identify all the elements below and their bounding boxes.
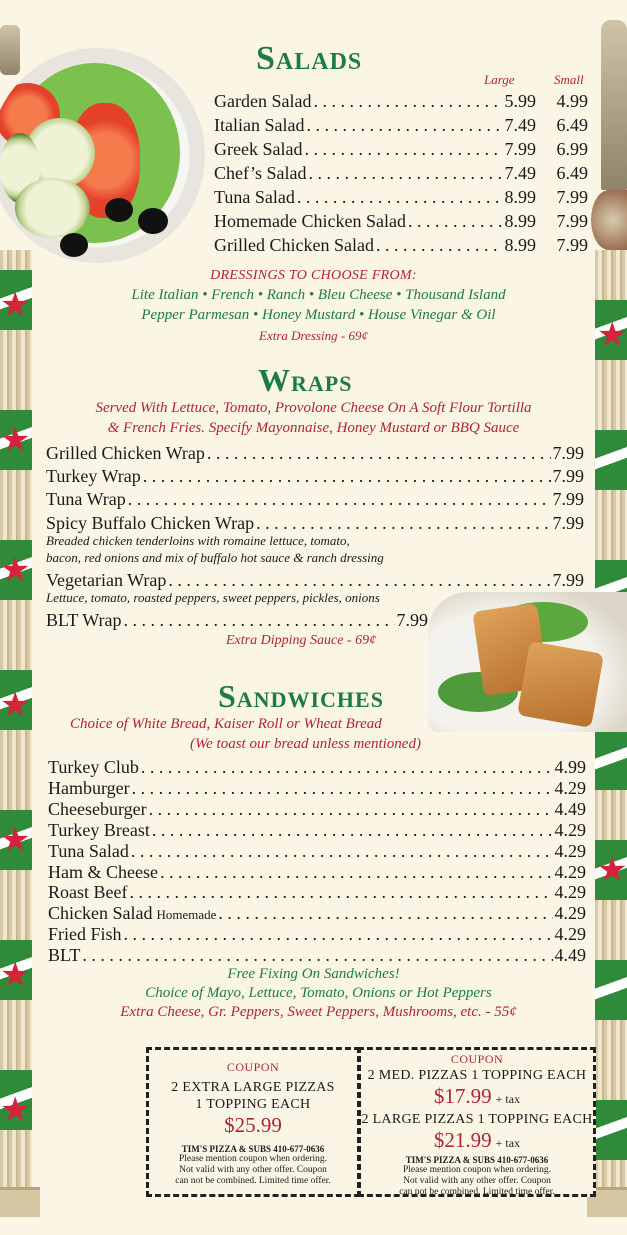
dot-leader [143,465,551,487]
coupon-line: 2 MED. PIZZAS 1 TOPPING EACH [367,1068,587,1083]
dot-leader [218,902,552,924]
item-name: Spicy Buffalo Chicken Wrap [46,513,255,533]
item-price: 4.29 [554,903,586,924]
ribbon-decoration [595,1100,627,1160]
item-name: Tuna Salad [48,840,129,861]
item-name: Chef’s Salad [214,163,307,183]
menu-item-salad [214,234,588,256]
coupon-price: $21.99 [433,1128,492,1152]
item-name: Roast Beef [48,882,128,903]
item-price: 4.99 [554,757,586,777]
sandwich-choices-note: Choice of Mayo, Lettuce, Tomato, Onions or Hot Peppers [145,985,492,1001]
item-name: Cheeseburger [48,798,147,819]
item-name: Tuna Wrap [46,489,126,509]
sandwiches-title: Sandwiches [218,678,384,714]
dot-leader [141,756,553,778]
item-price: 7.99 [552,443,584,463]
menu-item-blt-wrap [46,609,428,631]
item-price-large: 8.99 [504,187,536,207]
coupon-fine-print: can not be combined. Limited time offer. [399,1187,555,1197]
urn-decoration [591,190,627,250]
coupon-shop-info: TIM'S PIZZA & SUBS 410-677-0636 [405,1155,549,1165]
menu-item-tuna-wrap [46,488,584,510]
coupon-tax: + tax [495,1136,521,1150]
dot-leader [123,609,394,631]
item-name: Tuna Salad [214,187,295,207]
coupon-price-row [361,1084,593,1111]
item-price-large: 8.99 [504,211,536,231]
dot-leader [152,819,553,841]
item-price: 4.29 [554,819,586,840]
star-icon: ★ [597,850,627,890]
wraps-intro-line-1: Served With Lettuce, Tomato, Provolone Cheese On A Soft Flour Tortilla [95,400,532,416]
coupon-shop-info: TIM'S PIZZA & SUBS 410-677-0636 [181,1144,325,1154]
dot-leader [168,569,550,591]
star-icon: ★ [0,955,31,995]
coupon-line: 1 TOPPING EACH [195,1097,311,1112]
coupon-fine-print: Not valid with any other offer. Coupon [403,1176,551,1186]
left-column-decoration [0,250,32,1190]
item-name: Grilled Chicken Salad [214,235,374,255]
coupon-med-large-pizzas[interactable] [358,1047,596,1197]
dot-leader [313,90,502,112]
item-price: 7.99 [552,513,584,533]
dot-leader [128,488,551,510]
star-icon: ★ [0,285,31,325]
small-column-header: Small [554,72,584,87]
menu-item-spicy-buffalo-chicken-wrap [46,512,584,534]
item-name: Turkey Wrap [46,466,141,486]
item-price-small: 6.49 [556,163,588,183]
statue-right-decoration [601,20,627,190]
star-icon: ★ [0,550,31,590]
menu-item-sandwich [48,861,586,883]
item-price-small: 6.99 [556,139,588,159]
item-name: Ham & Cheese [48,861,158,882]
wraps-title: Wraps [258,362,353,398]
item-name: Fried Fish [48,924,122,945]
dot-leader [297,186,503,208]
menu-item-salad [214,162,588,184]
item-name: Italian Salad [214,115,305,135]
menu-item-salad [214,114,588,136]
dot-leader [82,944,552,966]
star-icon: ★ [0,820,31,860]
menu-item-sandwich [48,756,586,778]
extra-dipping-sauce-note: Extra Dipping Sauce - 69¢ [226,633,377,648]
menu-item-salad [214,138,588,160]
item-price-small: 7.99 [556,211,588,231]
coupon-line: 2 LARGE PIZZAS 1 TOPPING EACH [361,1112,593,1127]
menu-item-salad [214,186,588,208]
coupon-fine-print: can not be combined. Limited time offer. [175,1176,331,1186]
item-name: Turkey Club [48,757,139,777]
item-price: 4.29 [554,924,586,945]
dot-leader [132,777,553,799]
sandwiches-intro-line-2: (We toast our bread unless mentioned) [190,736,421,752]
item-name: Chicken Salad [48,903,153,924]
star-icon: ★ [597,315,627,355]
item-price: 4.29 [554,840,586,861]
item-name: Vegetarian Wrap [46,570,167,590]
dressings-line-1: Lite Italian • French • Ranch • Bleu Cheese • Thousand Island [131,287,506,303]
menu-item-salad [214,90,588,112]
dot-leader [256,512,550,534]
menu-item-sandwich [48,944,586,966]
extra-dressing-note: Extra Dressing - 69¢ [259,328,368,343]
item-name: Turkey Breast [48,819,150,840]
menu-item-turkey-wrap [46,465,584,487]
menu-item-vegetarian-wrap [46,569,584,591]
dot-leader [306,114,502,136]
item-price-large: 7.49 [504,163,536,183]
dot-leader [376,234,503,256]
item-note: Homemade [156,907,217,923]
dot-leader [304,138,502,160]
item-price: 4.29 [554,777,586,798]
coupon-fine-print: Please mention coupon when ordering. [402,1165,551,1175]
item-price-large: 7.99 [504,139,536,159]
buffalo-wrap-description-1: Breaded chicken tenderloins with romaine lettuce, tomato, [46,533,350,548]
coupon-price: $17.99 [433,1084,492,1108]
item-price: 7.99 [552,570,584,590]
item-name: Homemade Chicken Salad [214,211,406,231]
coupon-price-row [361,1128,593,1155]
item-name: Hamburger [48,777,130,798]
menu-item-salad [214,210,588,232]
menu-item-sandwich [48,881,586,903]
dot-leader [131,840,553,862]
ribbon-decoration [595,730,627,790]
coupon-line: 2 EXTRA LARGE PIZZAS [171,1080,335,1095]
item-price: 7.99 [396,610,428,630]
vegetarian-wrap-description: Lettuce, tomato, roasted peppers, sweet peppers, pickles, onions [46,590,380,605]
item-price-small: 4.99 [556,91,588,111]
item-name: Grilled Chicken Wrap [46,443,205,463]
menu-item-sandwich [48,819,586,841]
menu-item-sandwich [48,777,586,799]
item-price-large: 5.99 [504,91,536,111]
dot-leader [160,861,553,883]
salad-bowl-photo [0,48,205,263]
column-base-left [0,1187,40,1217]
wraps-intro-line-2: & French Fries. Specify Mayonnaise, Honey Mustard or BBQ Sauce [107,420,520,436]
star-icon: ★ [0,420,31,460]
coupon-price: $25.99 [224,1113,282,1137]
item-name: BLT Wrap [46,610,122,630]
salads-title: Salads [256,40,363,77]
menu-item-sandwich [48,798,586,820]
dot-leader [124,923,553,945]
coupon-fine-print: Not valid with any other offer. Coupon [179,1165,327,1175]
ribbon-decoration [595,430,627,490]
item-price: 4.29 [554,861,586,882]
dressings-heading: DRESSINGS TO CHOOSE FROM: [210,268,417,283]
item-name: Greek Salad [214,139,303,159]
coupon-label: COUPON [450,1052,504,1066]
sandwich-extras-note: Extra Cheese, Gr. Peppers, Sweet Peppers, Mushrooms, etc. - 55¢ [120,1004,517,1020]
item-price: 4.49 [554,798,586,819]
coupon-fine-print: Please mention coupon when ordering. [178,1154,327,1164]
item-price-small: 6.49 [556,115,588,135]
dot-leader [149,798,553,820]
menu-item-sandwich [48,840,586,862]
item-price: 7.99 [552,489,584,509]
menu-item-grilled-chicken-wrap [46,442,584,464]
item-price-small: 7.99 [556,235,588,255]
dot-leader [129,881,552,903]
menu-item-sandwich [48,923,586,945]
item-price: 4.29 [554,882,586,903]
sandwiches-intro-line-1: Choice of White Bread, Kaiser Roll or Wheat Bread [70,716,382,732]
item-price: 4.49 [554,945,586,966]
large-column-header: Large [484,72,515,87]
free-fixing-note: Free Fixing On Sandwiches! [227,966,400,982]
dressings-line-2: Pepper Parmesan • Honey Mustard • House Vinegar & Oil [141,307,496,323]
item-name: BLT [48,945,81,966]
dot-leader [308,162,502,184]
item-price-small: 7.99 [556,187,588,207]
item-price-large: 8.99 [504,235,536,255]
star-icon: ★ [0,685,31,725]
item-price: 7.99 [552,466,584,486]
item-price-large: 7.49 [504,115,536,135]
item-name: Garden Salad [214,91,312,111]
statue-left-decoration [0,25,20,75]
dot-leader [408,210,503,232]
coupon-label: COUPON [226,1060,280,1074]
star-icon: ★ [0,1090,31,1130]
wraps-photo [428,592,627,732]
dot-leader [207,442,551,464]
coupon-extra-large-pizzas[interactable] [146,1047,360,1197]
buffalo-wrap-description-2: bacon, red onions and mix of buffalo hot sauce & ranch dressing [46,550,384,565]
coupon-tax: + tax [495,1092,521,1106]
